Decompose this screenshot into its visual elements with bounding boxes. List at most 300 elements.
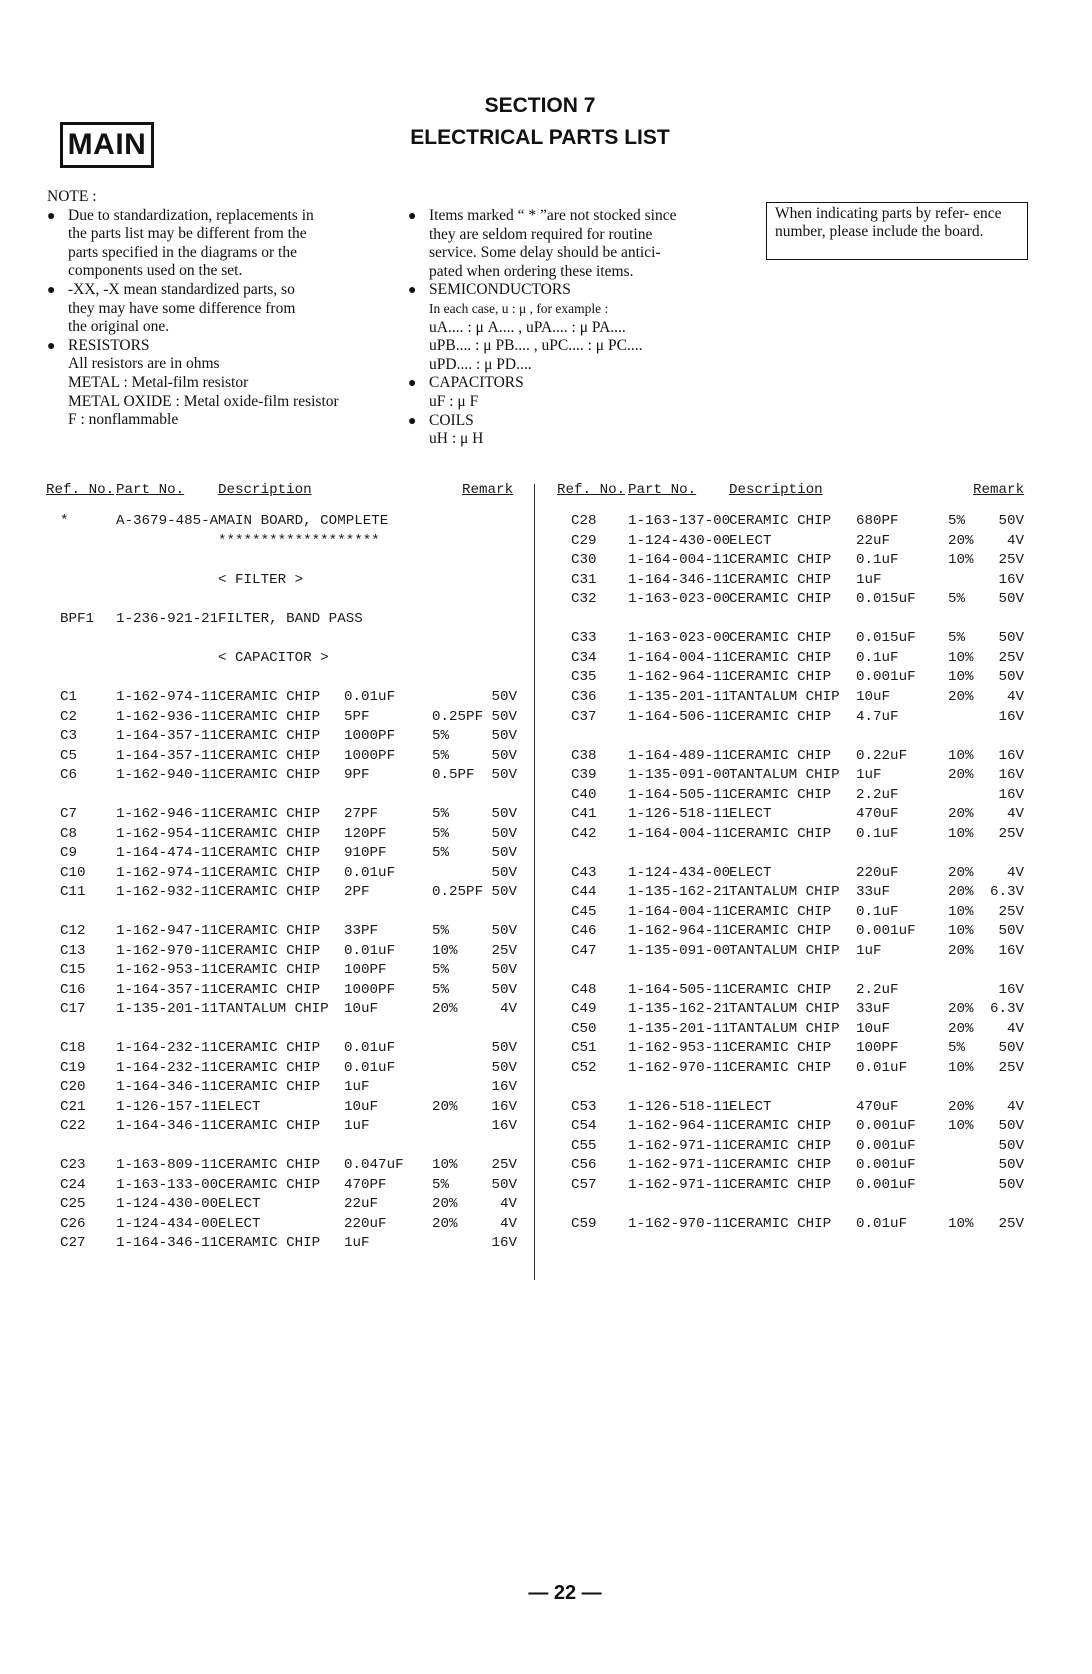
tolerance-cell: 5% bbox=[432, 728, 450, 744]
description-cell: CERAMIC CHIP bbox=[218, 1177, 321, 1193]
table-row bbox=[0, 1001, 1092, 1021]
table-row bbox=[0, 1060, 1092, 1080]
value-cell: 33uF bbox=[856, 884, 891, 900]
description-cell: TANTALUM CHIP bbox=[729, 1021, 840, 1037]
voltage-cell: 16V bbox=[998, 572, 1024, 588]
ref-cell: C39 bbox=[571, 767, 597, 783]
voltage-cell: 50V bbox=[491, 806, 517, 822]
table-row bbox=[0, 748, 1092, 768]
value-cell: 680PF bbox=[856, 513, 899, 529]
part-number-cell: 1-124-434-00 bbox=[628, 865, 731, 881]
voltage-cell: 50V bbox=[998, 630, 1024, 646]
part-number-cell: 1-164-489-11 bbox=[628, 748, 731, 764]
ref-cell: C23 bbox=[60, 1157, 86, 1173]
ref-cell: C1 bbox=[60, 689, 78, 705]
ref-cell: C18 bbox=[60, 1040, 86, 1056]
note-text: parts specified in the diagrams or the bbox=[68, 243, 297, 261]
table-row bbox=[0, 1079, 1092, 1099]
value-cell: 1000PF bbox=[344, 728, 396, 744]
note-text: pated when ordering these items. bbox=[429, 262, 634, 280]
description-cell: CERAMIC CHIP bbox=[218, 1060, 321, 1076]
voltage-cell: 50V bbox=[998, 1138, 1024, 1154]
voltage-cell: 6.3V bbox=[989, 1001, 1024, 1017]
part-number-cell: 1-163-023-00 bbox=[628, 630, 731, 646]
header-remark-left: Remark bbox=[462, 482, 514, 498]
table-row bbox=[0, 728, 1092, 748]
ref-cell: C51 bbox=[571, 1040, 597, 1056]
description-cell: CERAMIC CHIP bbox=[218, 1040, 321, 1056]
voltage-cell: 50V bbox=[998, 1040, 1024, 1056]
ref-cell: C33 bbox=[571, 630, 597, 646]
voltage-cell: 50V bbox=[998, 591, 1024, 607]
part-number-cell: 1-163-023-00 bbox=[628, 591, 731, 607]
ref-cell: C16 bbox=[60, 982, 86, 998]
ref-cell: C20 bbox=[60, 1079, 86, 1095]
description-cell: CERAMIC CHIP bbox=[729, 904, 832, 920]
table-row bbox=[0, 1040, 1092, 1060]
value-cell: 0.01uF bbox=[344, 1060, 396, 1076]
page-title: ELECTRICAL PARTS LIST bbox=[410, 126, 670, 149]
tolerance-cell: 20% bbox=[432, 1001, 458, 1017]
table-row bbox=[0, 1157, 1092, 1177]
part-number-cell: 1-135-091-00 bbox=[628, 943, 731, 959]
description-cell: ELECT bbox=[218, 1196, 261, 1212]
ref-cell: C26 bbox=[60, 1216, 86, 1232]
ref-cell: C21 bbox=[60, 1099, 86, 1115]
value-cell: 0.001uF bbox=[856, 1157, 916, 1173]
voltage-cell: 16V bbox=[491, 1235, 517, 1251]
tolerance-cell: 20% bbox=[948, 1099, 974, 1115]
value-cell: 0.015uF bbox=[856, 591, 916, 607]
ref-cell: C7 bbox=[60, 806, 78, 822]
ref-cell: C59 bbox=[571, 1216, 597, 1232]
tolerance-cell: 10% bbox=[948, 669, 974, 685]
value-cell: 0.1uF bbox=[856, 904, 899, 920]
part-number-cell: 1-162-964-11 bbox=[628, 669, 731, 685]
tolerance-cell: 10% bbox=[432, 1157, 458, 1173]
table-row bbox=[0, 591, 1092, 611]
part-number-cell: 1-135-162-21 bbox=[628, 884, 731, 900]
table-row bbox=[0, 904, 1092, 924]
voltage-cell: 50V bbox=[998, 669, 1024, 685]
ref-cell: C46 bbox=[571, 923, 597, 939]
tolerance-cell: 0.25PF bbox=[432, 709, 484, 725]
description-cell: FILTER, BAND PASS bbox=[218, 611, 363, 627]
header-ref-right: Ref. No. bbox=[557, 482, 626, 498]
part-number-cell: 1-164-506-11 bbox=[628, 709, 731, 725]
page-number: — 22 — bbox=[528, 1582, 602, 1604]
description-cell: ELECT bbox=[218, 1216, 261, 1232]
part-number-cell: 1-163-809-11 bbox=[116, 1157, 219, 1173]
description-cell: CERAMIC CHIP bbox=[729, 826, 832, 842]
description-cell: CERAMIC CHIP bbox=[729, 787, 832, 803]
part-number-cell: 1-135-201-11 bbox=[628, 689, 731, 705]
ref-cell: C31 bbox=[571, 572, 597, 588]
voltage-cell: 50V bbox=[491, 826, 517, 842]
ref-cell: C55 bbox=[571, 1138, 597, 1154]
part-number-cell: 1-162-971-11 bbox=[628, 1157, 731, 1173]
part-number-cell: 1-162-953-11 bbox=[116, 962, 219, 978]
part-number-cell: A-3679-485-A bbox=[116, 513, 219, 529]
part-number-cell: 1-162-971-11 bbox=[628, 1177, 731, 1193]
value-cell: 120PF bbox=[344, 826, 387, 842]
header-remark-right: Remark bbox=[973, 482, 1025, 498]
description-cell: CERAMIC CHIP bbox=[729, 591, 832, 607]
description-cell: CERAMIC CHIP bbox=[729, 923, 832, 939]
note-heading: NOTE : bbox=[47, 188, 97, 205]
description-cell: < CAPACITOR > bbox=[218, 650, 329, 666]
part-number-cell: 1-164-346-11 bbox=[116, 1235, 219, 1251]
value-cell: 33PF bbox=[344, 923, 379, 939]
tolerance-cell: 5% bbox=[432, 962, 450, 978]
table-row bbox=[0, 982, 1092, 1002]
tolerance-cell: 5% bbox=[432, 748, 450, 764]
voltage-cell: 16V bbox=[491, 1079, 517, 1095]
table-row bbox=[0, 1021, 1092, 1041]
voltage-cell: 50V bbox=[998, 1157, 1024, 1173]
voltage-cell: 50V bbox=[491, 728, 517, 744]
ref-cell: C48 bbox=[571, 982, 597, 998]
table-row bbox=[0, 1196, 1092, 1216]
value-cell: 100PF bbox=[856, 1040, 899, 1056]
ref-cell: C53 bbox=[571, 1099, 597, 1115]
tolerance-cell: 10% bbox=[948, 748, 974, 764]
description-cell: CERAMIC CHIP bbox=[218, 1118, 321, 1134]
header-ref-left: Ref. No. bbox=[46, 482, 115, 498]
table-row bbox=[0, 865, 1092, 885]
voltage-cell: 25V bbox=[998, 826, 1024, 842]
value-cell: 0.001uF bbox=[856, 923, 916, 939]
ref-cell: C32 bbox=[571, 591, 597, 607]
voltage-cell: 50V bbox=[491, 767, 517, 783]
value-cell: 4.7uF bbox=[856, 709, 899, 725]
part-number-cell: 1-135-201-11 bbox=[116, 1001, 219, 1017]
description-cell: TANTALUM CHIP bbox=[729, 943, 840, 959]
header-desc-right: Description bbox=[729, 482, 823, 498]
part-number-cell: 1-162-947-11 bbox=[116, 923, 219, 939]
board-badge: MAIN bbox=[60, 122, 154, 168]
voltage-cell: 50V bbox=[491, 923, 517, 939]
voltage-cell: 50V bbox=[491, 982, 517, 998]
note-text: the parts list may be different from the bbox=[68, 225, 307, 243]
ref-cell: C11 bbox=[60, 884, 86, 900]
ref-cell: C47 bbox=[571, 943, 597, 959]
part-number-cell: 1-164-346-11 bbox=[116, 1118, 219, 1134]
description-cell: CERAMIC CHIP bbox=[729, 709, 832, 725]
value-cell: 0.1uF bbox=[856, 552, 899, 568]
ref-cell: C13 bbox=[60, 943, 86, 959]
tolerance-cell: 20% bbox=[432, 1099, 458, 1115]
part-number-cell: 1-163-137-00 bbox=[628, 513, 731, 529]
voltage-cell: 4V bbox=[1006, 1099, 1024, 1115]
table-row bbox=[0, 611, 1092, 631]
table-row bbox=[0, 1138, 1092, 1158]
description-cell: CERAMIC CHIP bbox=[729, 513, 832, 529]
description-cell: CERAMIC CHIP bbox=[218, 943, 321, 959]
ref-cell: C36 bbox=[571, 689, 597, 705]
part-number-cell: 1-162-964-11 bbox=[628, 923, 731, 939]
tolerance-cell: 10% bbox=[948, 650, 974, 666]
voltage-cell: 50V bbox=[998, 1177, 1024, 1193]
value-cell: 1000PF bbox=[344, 982, 396, 998]
part-number-cell: 1-162-940-11 bbox=[116, 767, 219, 783]
value-cell: 10uF bbox=[856, 689, 891, 705]
ref-cell: C30 bbox=[571, 552, 597, 568]
part-number-cell: 1-135-091-00 bbox=[628, 767, 731, 783]
voltage-cell: 16V bbox=[998, 787, 1024, 803]
part-number-cell: 1-162-964-11 bbox=[628, 1118, 731, 1134]
value-cell: 1000PF bbox=[344, 748, 396, 764]
voltage-cell: 50V bbox=[491, 1040, 517, 1056]
voltage-cell: 16V bbox=[998, 748, 1024, 764]
value-cell: 220uF bbox=[344, 1216, 387, 1232]
voltage-cell: 50V bbox=[491, 865, 517, 881]
reference-note-box: When indicating parts by refer- ence number, please include the board. bbox=[766, 202, 1028, 260]
value-cell: 22uF bbox=[856, 533, 891, 549]
part-number-cell: 1-126-157-11 bbox=[116, 1099, 219, 1115]
value-cell: 5PF bbox=[344, 709, 370, 725]
voltage-cell: 50V bbox=[998, 923, 1024, 939]
part-number-cell: 1-164-505-11 bbox=[628, 787, 731, 803]
description-cell: ******************* bbox=[218, 533, 380, 549]
part-number-cell: 1-164-357-11 bbox=[116, 748, 219, 764]
description-cell: CERAMIC CHIP bbox=[218, 865, 321, 881]
value-cell: 470uF bbox=[856, 806, 899, 822]
tolerance-cell: 5% bbox=[432, 826, 450, 842]
note-text: RESISTORS bbox=[68, 336, 150, 354]
part-number-cell: 1-162-953-11 bbox=[628, 1040, 731, 1056]
voltage-cell: 25V bbox=[998, 904, 1024, 920]
bullet-icon: ● bbox=[408, 283, 417, 299]
tolerance-cell: 10% bbox=[948, 826, 974, 842]
description-cell: CERAMIC CHIP bbox=[218, 806, 321, 822]
ref-cell: C43 bbox=[571, 865, 597, 881]
tolerance-cell: 5% bbox=[432, 845, 450, 861]
note-text: service. Some delay should be antici- bbox=[429, 244, 661, 262]
ref-cell: C22 bbox=[60, 1118, 86, 1134]
tolerance-cell: 10% bbox=[948, 923, 974, 939]
ref-cell: C3 bbox=[60, 728, 78, 744]
voltage-cell: 4V bbox=[499, 1001, 517, 1017]
part-number-cell: 1-164-474-11 bbox=[116, 845, 219, 861]
part-number-cell: 1-162-974-11 bbox=[116, 865, 219, 881]
value-cell: 0.01uF bbox=[856, 1060, 908, 1076]
voltage-cell: 4V bbox=[1006, 806, 1024, 822]
voltage-cell: 4V bbox=[1006, 689, 1024, 705]
description-cell: CERAMIC CHIP bbox=[729, 1060, 832, 1076]
value-cell: 0.001uF bbox=[856, 1177, 916, 1193]
voltage-cell: 4V bbox=[499, 1196, 517, 1212]
ref-cell: C17 bbox=[60, 1001, 86, 1017]
table-row bbox=[0, 709, 1092, 729]
description-cell: CERAMIC CHIP bbox=[218, 1157, 321, 1173]
description-cell: < FILTER > bbox=[218, 572, 304, 588]
voltage-cell: 50V bbox=[491, 962, 517, 978]
part-number-cell: 1-124-434-00 bbox=[116, 1216, 219, 1232]
description-cell: CERAMIC CHIP bbox=[218, 767, 321, 783]
part-number-cell: 1-124-430-00 bbox=[628, 533, 731, 549]
value-cell: 10uF bbox=[344, 1099, 379, 1115]
value-cell: 1uF bbox=[344, 1118, 370, 1134]
ref-cell: C42 bbox=[571, 826, 597, 842]
note-text: METAL : Metal-film resistor bbox=[68, 373, 249, 391]
tolerance-cell: 20% bbox=[948, 865, 974, 881]
part-number-cell: 1-162-936-11 bbox=[116, 709, 219, 725]
ref-cell: C8 bbox=[60, 826, 78, 842]
tolerance-cell: 20% bbox=[948, 689, 974, 705]
voltage-cell: 50V bbox=[491, 884, 517, 900]
table-row bbox=[0, 669, 1092, 689]
value-cell: 0.001uF bbox=[856, 1138, 916, 1154]
value-cell: 0.001uF bbox=[856, 1118, 916, 1134]
note-text: they are seldom required for routine bbox=[429, 225, 653, 243]
ref-cell: C2 bbox=[60, 709, 78, 725]
description-cell: CERAMIC CHIP bbox=[218, 826, 321, 842]
table-row bbox=[0, 1216, 1092, 1236]
table-row bbox=[0, 533, 1092, 553]
table-row bbox=[0, 630, 1092, 650]
voltage-cell: 16V bbox=[491, 1118, 517, 1134]
note-text: uA.... : μ A.... , uPA.... : μ PA.... bbox=[429, 318, 626, 336]
value-cell: 0.22uF bbox=[856, 748, 908, 764]
value-cell: 22uF bbox=[344, 1196, 379, 1212]
tolerance-cell: 10% bbox=[948, 904, 974, 920]
tolerance-cell: 20% bbox=[948, 884, 974, 900]
ref-cell: * bbox=[60, 513, 69, 529]
note-text: they may have some difference from bbox=[68, 299, 296, 317]
table-row bbox=[0, 572, 1092, 592]
part-number-cell: 1-126-518-11 bbox=[628, 806, 731, 822]
ref-cell: C34 bbox=[571, 650, 597, 666]
value-cell: 27PF bbox=[344, 806, 379, 822]
voltage-cell: 50V bbox=[491, 1060, 517, 1076]
tolerance-cell: 0.5PF bbox=[432, 767, 475, 783]
voltage-cell: 4V bbox=[1006, 865, 1024, 881]
value-cell: 470PF bbox=[344, 1177, 387, 1193]
note-text: the original one. bbox=[68, 318, 170, 336]
bullet-icon: ● bbox=[408, 413, 417, 429]
table-row bbox=[0, 552, 1092, 572]
part-number-cell: 1-124-430-00 bbox=[116, 1196, 219, 1212]
ref-cell: C10 bbox=[60, 865, 86, 881]
voltage-cell: 4V bbox=[499, 1216, 517, 1232]
ref-cell: C44 bbox=[571, 884, 597, 900]
description-cell: CERAMIC CHIP bbox=[729, 630, 832, 646]
table-row bbox=[0, 1235, 1092, 1255]
description-cell: CERAMIC CHIP bbox=[729, 982, 832, 998]
voltage-cell: 25V bbox=[491, 943, 517, 959]
description-cell: TANTALUM CHIP bbox=[729, 884, 840, 900]
table-row bbox=[0, 884, 1092, 904]
description-cell: TANTALUM CHIP bbox=[218, 1001, 329, 1017]
description-cell: CERAMIC CHIP bbox=[218, 1079, 321, 1095]
description-cell: CERAMIC CHIP bbox=[729, 572, 832, 588]
description-cell: CERAMIC CHIP bbox=[218, 728, 321, 744]
table-row bbox=[0, 767, 1092, 787]
value-cell: 9PF bbox=[344, 767, 370, 783]
tolerance-cell: 5% bbox=[432, 982, 450, 998]
tolerance-cell: 20% bbox=[948, 767, 974, 783]
description-cell: CERAMIC CHIP bbox=[729, 1157, 832, 1173]
table-row bbox=[0, 943, 1092, 963]
description-cell: CERAMIC CHIP bbox=[218, 845, 321, 861]
description-cell: CERAMIC CHIP bbox=[218, 689, 321, 705]
ref-cell: C40 bbox=[571, 787, 597, 803]
description-cell: ELECT bbox=[218, 1099, 261, 1115]
voltage-cell: 25V bbox=[998, 650, 1024, 666]
description-cell: CERAMIC CHIP bbox=[729, 748, 832, 764]
value-cell: 1uF bbox=[344, 1235, 370, 1251]
note-text: All resistors are in ohms bbox=[68, 355, 220, 373]
tolerance-cell: 10% bbox=[948, 1060, 974, 1076]
tolerance-cell: 10% bbox=[432, 943, 458, 959]
value-cell: 220uF bbox=[856, 865, 899, 881]
tolerance-cell: 20% bbox=[948, 806, 974, 822]
ref-cell: C12 bbox=[60, 923, 86, 939]
part-number-cell: 1-162-971-11 bbox=[628, 1138, 731, 1154]
tolerance-cell: 5% bbox=[948, 1040, 966, 1056]
header-desc-left: Description bbox=[218, 482, 312, 498]
voltage-cell: 25V bbox=[491, 1157, 517, 1173]
voltage-cell: 16V bbox=[491, 1099, 517, 1115]
ref-cell: C52 bbox=[571, 1060, 597, 1076]
ref-cell: C41 bbox=[571, 806, 597, 822]
note-text: uPD.... : μ PD.... bbox=[429, 355, 532, 373]
tolerance-cell: 10% bbox=[948, 1216, 974, 1232]
value-cell: 10uF bbox=[856, 1021, 891, 1037]
part-number-cell: 1-163-133-00 bbox=[116, 1177, 219, 1193]
part-number-cell: 1-162-974-11 bbox=[116, 689, 219, 705]
note-text: METAL OXIDE : Metal oxide-film resistor bbox=[68, 392, 339, 410]
value-cell: 1uF bbox=[856, 943, 882, 959]
tolerance-cell: 20% bbox=[432, 1216, 458, 1232]
value-cell: 0.01uF bbox=[856, 1216, 908, 1232]
bullet-icon: ● bbox=[408, 376, 417, 392]
header-part-left: Part No. bbox=[116, 482, 185, 498]
tolerance-cell: 5% bbox=[432, 806, 450, 822]
value-cell: 470uF bbox=[856, 1099, 899, 1115]
description-cell: CERAMIC CHIP bbox=[729, 1216, 832, 1232]
part-number-cell: 1-162-954-11 bbox=[116, 826, 219, 842]
value-cell: 0.01uF bbox=[344, 689, 396, 705]
value-cell: 0.01uF bbox=[344, 865, 396, 881]
value-cell: 0.1uF bbox=[856, 650, 899, 666]
table-row bbox=[0, 826, 1092, 846]
ref-cell: C27 bbox=[60, 1235, 86, 1251]
note-text: uF : μ F bbox=[429, 392, 479, 410]
value-cell: 0.1uF bbox=[856, 826, 899, 842]
voltage-cell: 16V bbox=[998, 709, 1024, 725]
value-cell: 10uF bbox=[344, 1001, 379, 1017]
value-cell: 2.2uF bbox=[856, 787, 899, 803]
ref-cell: C6 bbox=[60, 767, 78, 783]
part-number-cell: 1-162-970-11 bbox=[116, 943, 219, 959]
voltage-cell: 50V bbox=[491, 709, 517, 725]
voltage-cell: 50V bbox=[491, 845, 517, 861]
description-cell: CERAMIC CHIP bbox=[218, 982, 321, 998]
description-cell: TANTALUM CHIP bbox=[729, 689, 840, 705]
tolerance-cell: 20% bbox=[948, 1001, 974, 1017]
value-cell: 0.001uF bbox=[856, 669, 916, 685]
table-row bbox=[0, 1177, 1092, 1197]
tolerance-cell: 20% bbox=[948, 943, 974, 959]
value-cell: 2PF bbox=[344, 884, 370, 900]
part-number-cell: 1-162-970-11 bbox=[628, 1216, 731, 1232]
tolerance-cell: 0.25PF bbox=[432, 884, 484, 900]
description-cell: CERAMIC CHIP bbox=[218, 923, 321, 939]
table-row bbox=[0, 962, 1092, 982]
header-part-right: Part No. bbox=[628, 482, 697, 498]
